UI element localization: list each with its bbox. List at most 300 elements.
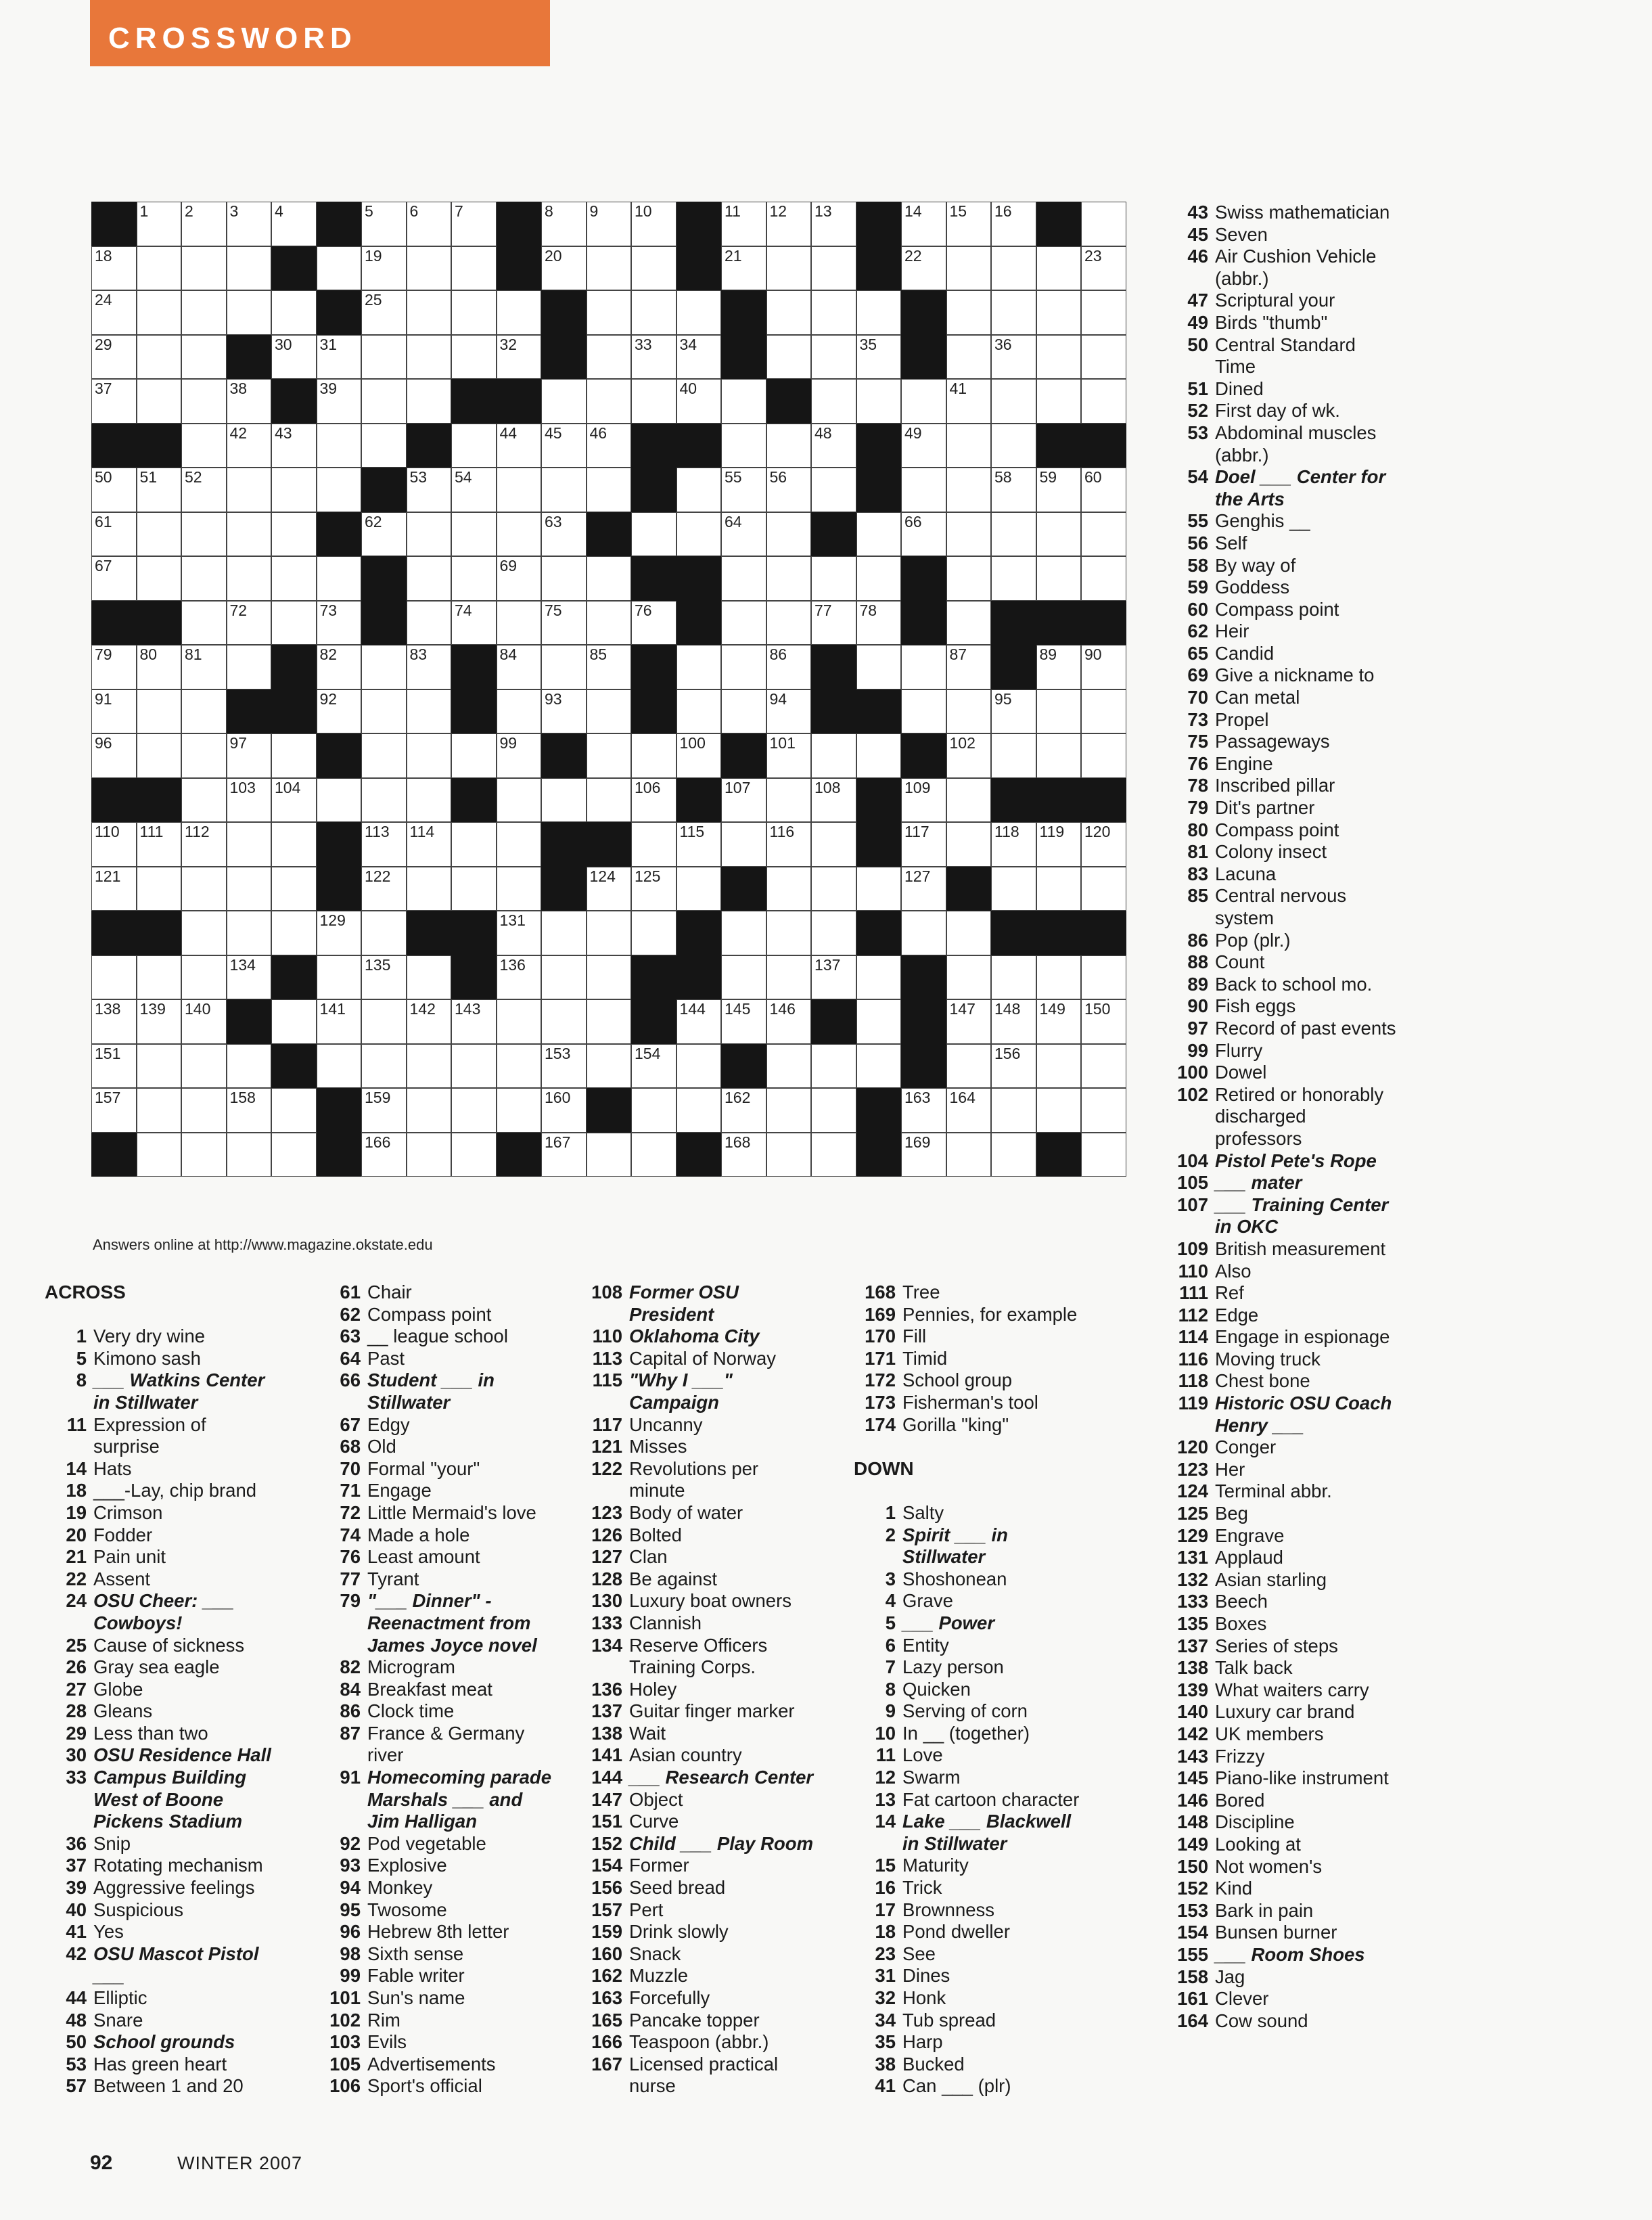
grid-cell[interactable]	[91, 379, 137, 424]
grid-cell[interactable]	[587, 867, 632, 911]
grid-cell[interactable]	[227, 424, 272, 468]
grid-cell[interactable]	[811, 468, 856, 512]
grid-cell[interactable]	[227, 867, 272, 911]
grid-cell[interactable]	[1036, 468, 1082, 512]
grid-cell[interactable]	[407, 202, 452, 246]
grid-cell[interactable]	[631, 778, 676, 823]
grid-cell[interactable]	[137, 290, 182, 335]
grid-cell[interactable]	[901, 512, 946, 557]
grid-cell[interactable]	[946, 335, 992, 380]
grid-cell[interactable]	[946, 1133, 992, 1177]
grid-cell[interactable]	[227, 379, 272, 424]
grid-cell[interactable]	[271, 290, 317, 335]
grid-cell[interactable]	[317, 689, 362, 734]
grid-cell[interactable]	[991, 202, 1036, 246]
grid-cell[interactable]	[181, 733, 227, 778]
grid-cell[interactable]	[856, 379, 902, 424]
grid-cell[interactable]	[317, 955, 362, 1000]
grid-cell[interactable]	[946, 512, 992, 557]
grid-cell[interactable]	[631, 1088, 676, 1133]
grid-cell[interactable]	[587, 246, 632, 291]
grid-cell[interactable]	[587, 601, 632, 645]
grid-cell[interactable]	[631, 202, 676, 246]
grid-cell[interactable]	[271, 556, 317, 601]
grid-cell[interactable]	[721, 601, 766, 645]
grid-cell[interactable]	[721, 246, 766, 291]
grid-cell[interactable]	[1036, 1044, 1082, 1089]
grid-cell[interactable]	[227, 512, 272, 557]
grid-cell[interactable]	[451, 1044, 497, 1089]
grid-cell[interactable]	[137, 1133, 182, 1177]
grid-cell[interactable]	[991, 246, 1036, 291]
grid-cell[interactable]	[1081, 379, 1126, 424]
grid-cell[interactable]	[721, 202, 766, 246]
grid-cell[interactable]	[181, 379, 227, 424]
grid-cell[interactable]	[407, 999, 452, 1044]
grid-cell[interactable]	[497, 999, 542, 1044]
grid-cell[interactable]	[137, 556, 182, 601]
grid-cell[interactable]	[587, 1133, 632, 1177]
grid-cell[interactable]	[91, 335, 137, 380]
grid-cell[interactable]	[181, 822, 227, 867]
grid-cell[interactable]	[1036, 1088, 1082, 1133]
grid-cell[interactable]	[181, 202, 227, 246]
grid-cell[interactable]	[991, 867, 1036, 911]
grid-cell[interactable]	[227, 955, 272, 1000]
grid-cell[interactable]	[271, 733, 317, 778]
grid-cell[interactable]	[721, 955, 766, 1000]
grid-cell[interactable]	[181, 645, 227, 689]
grid-cell[interactable]	[497, 601, 542, 645]
grid-cell[interactable]	[1081, 999, 1126, 1044]
grid-cell[interactable]	[91, 645, 137, 689]
grid-cell[interactable]	[856, 999, 902, 1044]
grid-cell[interactable]	[451, 556, 497, 601]
grid-cell[interactable]	[811, 601, 856, 645]
grid-cell[interactable]	[541, 379, 587, 424]
grid-cell[interactable]	[1081, 512, 1126, 557]
grid-cell[interactable]	[676, 379, 722, 424]
grid-cell[interactable]	[721, 1088, 766, 1133]
grid-cell[interactable]	[361, 911, 407, 955]
grid-cell[interactable]	[497, 468, 542, 512]
grid-cell[interactable]	[901, 468, 946, 512]
grid-cell[interactable]	[1036, 556, 1082, 601]
grid-cell[interactable]	[361, 867, 407, 911]
grid-cell[interactable]	[1081, 689, 1126, 734]
grid-cell[interactable]	[317, 556, 362, 601]
grid-cell[interactable]	[811, 202, 856, 246]
grid-cell[interactable]	[1081, 1044, 1126, 1089]
grid-cell[interactable]	[137, 955, 182, 1000]
grid-cell[interactable]	[317, 999, 362, 1044]
grid-cell[interactable]	[676, 689, 722, 734]
grid-cell[interactable]	[361, 689, 407, 734]
grid-cell[interactable]	[991, 335, 1036, 380]
grid-cell[interactable]	[361, 379, 407, 424]
grid-cell[interactable]	[181, 468, 227, 512]
grid-cell[interactable]	[1036, 955, 1082, 1000]
grid-cell[interactable]	[497, 1044, 542, 1089]
grid-cell[interactable]	[1081, 822, 1126, 867]
grid-cell[interactable]	[901, 202, 946, 246]
grid-cell[interactable]	[811, 911, 856, 955]
grid-cell[interactable]	[901, 911, 946, 955]
grid-cell[interactable]	[271, 911, 317, 955]
grid-cell[interactable]	[541, 424, 587, 468]
grid-cell[interactable]	[497, 867, 542, 911]
grid-cell[interactable]	[991, 1133, 1036, 1177]
grid-cell[interactable]	[631, 1044, 676, 1089]
grid-cell[interactable]	[811, 424, 856, 468]
grid-cell[interactable]	[361, 335, 407, 380]
grid-cell[interactable]	[407, 1088, 452, 1133]
grid-cell[interactable]	[497, 335, 542, 380]
grid-cell[interactable]	[856, 867, 902, 911]
grid-cell[interactable]	[946, 1044, 992, 1089]
grid-cell[interactable]	[946, 468, 992, 512]
grid-cell[interactable]	[227, 556, 272, 601]
grid-cell[interactable]	[766, 867, 812, 911]
grid-cell[interactable]	[497, 689, 542, 734]
grid-cell[interactable]	[541, 1088, 587, 1133]
grid-cell[interactable]	[271, 999, 317, 1044]
grid-cell[interactable]	[137, 379, 182, 424]
grid-cell[interactable]	[721, 999, 766, 1044]
grid-cell[interactable]	[407, 822, 452, 867]
grid-cell[interactable]	[137, 246, 182, 291]
grid-cell[interactable]	[361, 1133, 407, 1177]
grid-cell[interactable]	[271, 512, 317, 557]
grid-cell[interactable]	[587, 733, 632, 778]
grid-cell[interactable]	[587, 556, 632, 601]
grid-cell[interactable]	[91, 290, 137, 335]
grid-cell[interactable]	[811, 778, 856, 823]
grid-cell[interactable]	[946, 601, 992, 645]
grid-cell[interactable]	[181, 999, 227, 1044]
grid-cell[interactable]	[856, 601, 902, 645]
grid-cell[interactable]	[181, 512, 227, 557]
grid-cell[interactable]	[137, 1088, 182, 1133]
grid-cell[interactable]	[497, 955, 542, 1000]
grid-cell[interactable]	[227, 1088, 272, 1133]
grid-cell[interactable]	[721, 689, 766, 734]
grid-cell[interactable]	[227, 601, 272, 645]
grid-cell[interactable]	[811, 1088, 856, 1133]
grid-cell[interactable]	[361, 778, 407, 823]
grid-cell[interactable]	[946, 556, 992, 601]
grid-cell[interactable]	[1036, 512, 1082, 557]
grid-cell[interactable]	[91, 1044, 137, 1089]
grid-cell[interactable]	[766, 202, 812, 246]
grid-cell[interactable]	[721, 911, 766, 955]
grid-cell[interactable]	[811, 1044, 856, 1089]
grid-cell[interactable]	[946, 290, 992, 335]
grid-cell[interactable]	[676, 512, 722, 557]
grid-cell[interactable]	[317, 335, 362, 380]
grid-cell[interactable]	[361, 645, 407, 689]
grid-cell[interactable]	[1036, 379, 1082, 424]
grid-cell[interactable]	[901, 867, 946, 911]
grid-cell[interactable]	[317, 778, 362, 823]
grid-cell[interactable]	[721, 424, 766, 468]
grid-cell[interactable]	[766, 822, 812, 867]
grid-cell[interactable]	[91, 246, 137, 291]
grid-cell[interactable]	[991, 689, 1036, 734]
grid-cell[interactable]	[317, 379, 362, 424]
grid-cell[interactable]	[361, 955, 407, 1000]
grid-cell[interactable]	[317, 246, 362, 291]
grid-cell[interactable]	[766, 689, 812, 734]
grid-cell[interactable]	[946, 246, 992, 291]
grid-cell[interactable]	[271, 822, 317, 867]
grid-cell[interactable]	[181, 867, 227, 911]
grid-cell[interactable]	[407, 955, 452, 1000]
grid-cell[interactable]	[766, 512, 812, 557]
grid-cell[interactable]	[271, 1133, 317, 1177]
grid-cell[interactable]	[766, 1133, 812, 1177]
grid-cell[interactable]	[271, 1088, 317, 1133]
grid-cell[interactable]	[317, 645, 362, 689]
grid-cell[interactable]	[1081, 246, 1126, 291]
grid-cell[interactable]	[676, 468, 722, 512]
grid-cell[interactable]	[946, 733, 992, 778]
grid-cell[interactable]	[361, 424, 407, 468]
grid-cell[interactable]	[901, 1088, 946, 1133]
grid-cell[interactable]	[541, 645, 587, 689]
grid-cell[interactable]	[1081, 290, 1126, 335]
grid-cell[interactable]	[137, 645, 182, 689]
grid-cell[interactable]	[227, 290, 272, 335]
grid-cell[interactable]	[137, 733, 182, 778]
grid-cell[interactable]	[721, 778, 766, 823]
grid-cell[interactable]	[1081, 335, 1126, 380]
grid-cell[interactable]	[137, 202, 182, 246]
grid-cell[interactable]	[721, 822, 766, 867]
grid-cell[interactable]	[811, 822, 856, 867]
grid-cell[interactable]	[1081, 202, 1126, 246]
grid-cell[interactable]	[766, 999, 812, 1044]
grid-cell[interactable]	[676, 733, 722, 778]
grid-cell[interactable]	[451, 335, 497, 380]
grid-cell[interactable]	[946, 778, 992, 823]
grid-cell[interactable]	[541, 955, 587, 1000]
grid-cell[interactable]	[317, 1044, 362, 1089]
grid-cell[interactable]	[631, 867, 676, 911]
grid-cell[interactable]	[361, 512, 407, 557]
grid-cell[interactable]	[631, 1133, 676, 1177]
grid-cell[interactable]	[541, 689, 587, 734]
grid-cell[interactable]	[901, 822, 946, 867]
grid-cell[interactable]	[991, 290, 1036, 335]
grid-cell[interactable]	[497, 778, 542, 823]
grid-cell[interactable]	[407, 601, 452, 645]
grid-cell[interactable]	[946, 424, 992, 468]
grid-cell[interactable]	[497, 290, 542, 335]
grid-cell[interactable]	[991, 999, 1036, 1044]
grid-cell[interactable]	[991, 1088, 1036, 1133]
grid-cell[interactable]	[1081, 733, 1126, 778]
grid-cell[interactable]	[181, 1133, 227, 1177]
grid-cell[interactable]	[766, 955, 812, 1000]
grid-cell[interactable]	[721, 556, 766, 601]
grid-cell[interactable]	[991, 424, 1036, 468]
grid-cell[interactable]	[407, 290, 452, 335]
grid-cell[interactable]	[361, 202, 407, 246]
grid-cell[interactable]	[227, 911, 272, 955]
grid-cell[interactable]	[676, 1088, 722, 1133]
grid-cell[interactable]	[361, 733, 407, 778]
grid-cell[interactable]	[137, 822, 182, 867]
grid-cell[interactable]	[91, 689, 137, 734]
grid-cell[interactable]	[361, 1044, 407, 1089]
grid-cell[interactable]	[227, 246, 272, 291]
grid-cell[interactable]	[587, 379, 632, 424]
grid-cell[interactable]	[137, 867, 182, 911]
grid-cell[interactable]	[91, 955, 137, 1000]
grid-cell[interactable]	[676, 290, 722, 335]
grid-cell[interactable]	[946, 689, 992, 734]
grid-cell[interactable]	[631, 379, 676, 424]
grid-cell[interactable]	[991, 556, 1036, 601]
grid-cell[interactable]	[1081, 955, 1126, 1000]
grid-cell[interactable]	[811, 733, 856, 778]
grid-cell[interactable]	[1036, 335, 1082, 380]
grid-cell[interactable]	[721, 1133, 766, 1177]
grid-cell[interactable]	[451, 468, 497, 512]
grid-cell[interactable]	[766, 290, 812, 335]
grid-cell[interactable]	[1081, 468, 1126, 512]
grid-cell[interactable]	[856, 556, 902, 601]
grid-cell[interactable]	[856, 335, 902, 380]
grid-cell[interactable]	[766, 911, 812, 955]
grid-cell[interactable]	[451, 1088, 497, 1133]
grid-cell[interactable]	[451, 290, 497, 335]
grid-cell[interactable]	[766, 778, 812, 823]
grid-cell[interactable]	[946, 822, 992, 867]
grid-cell[interactable]	[811, 556, 856, 601]
grid-cell[interactable]	[587, 424, 632, 468]
grid-cell[interactable]	[497, 645, 542, 689]
grid-cell[interactable]	[317, 601, 362, 645]
grid-cell[interactable]	[361, 290, 407, 335]
grid-cell[interactable]	[361, 1088, 407, 1133]
grid-cell[interactable]	[991, 733, 1036, 778]
grid-cell[interactable]	[227, 822, 272, 867]
grid-cell[interactable]	[631, 290, 676, 335]
grid-cell[interactable]	[407, 645, 452, 689]
grid-cell[interactable]	[1036, 822, 1082, 867]
grid-cell[interactable]	[631, 822, 676, 867]
grid-cell[interactable]	[901, 424, 946, 468]
grid-cell[interactable]	[766, 733, 812, 778]
grid-cell[interactable]	[227, 733, 272, 778]
grid-cell[interactable]	[181, 556, 227, 601]
grid-cell[interactable]	[317, 424, 362, 468]
grid-cell[interactable]	[1036, 999, 1082, 1044]
grid-cell[interactable]	[181, 424, 227, 468]
grid-cell[interactable]	[407, 246, 452, 291]
grid-cell[interactable]	[587, 335, 632, 380]
grid-cell[interactable]	[227, 468, 272, 512]
grid-cell[interactable]	[181, 335, 227, 380]
grid-cell[interactable]	[766, 246, 812, 291]
grid-cell[interactable]	[856, 1044, 902, 1089]
grid-cell[interactable]	[1036, 867, 1082, 911]
grid-cell[interactable]	[181, 911, 227, 955]
grid-cell[interactable]	[227, 1044, 272, 1089]
grid-cell[interactable]	[227, 202, 272, 246]
grid-cell[interactable]	[497, 1088, 542, 1133]
grid-cell[interactable]	[181, 778, 227, 823]
grid-cell[interactable]	[407, 335, 452, 380]
grid-cell[interactable]	[451, 601, 497, 645]
grid-cell[interactable]	[451, 822, 497, 867]
grid-cell[interactable]	[181, 955, 227, 1000]
grid-cell[interactable]	[91, 867, 137, 911]
grid-cell[interactable]	[901, 778, 946, 823]
grid-cell[interactable]	[451, 202, 497, 246]
grid-cell[interactable]	[317, 468, 362, 512]
grid-cell[interactable]	[1081, 1088, 1126, 1133]
grid-cell[interactable]	[361, 246, 407, 291]
grid-cell[interactable]	[631, 512, 676, 557]
grid-cell[interactable]	[766, 468, 812, 512]
grid-cell[interactable]	[811, 246, 856, 291]
grid-cell[interactable]	[631, 335, 676, 380]
grid-cell[interactable]	[587, 468, 632, 512]
grid-cell[interactable]	[587, 202, 632, 246]
grid-cell[interactable]	[91, 1088, 137, 1133]
grid-cell[interactable]	[451, 424, 497, 468]
grid-cell[interactable]	[766, 1088, 812, 1133]
grid-cell[interactable]	[137, 999, 182, 1044]
grid-cell[interactable]	[407, 867, 452, 911]
grid-cell[interactable]	[451, 1133, 497, 1177]
grid-cell[interactable]	[91, 468, 137, 512]
grid-cell[interactable]	[407, 689, 452, 734]
grid-cell[interactable]	[407, 468, 452, 512]
grid-cell[interactable]	[766, 645, 812, 689]
grid-cell[interactable]	[946, 955, 992, 1000]
grid-cell[interactable]	[271, 202, 317, 246]
grid-cell[interactable]	[541, 911, 587, 955]
grid-cell[interactable]	[631, 733, 676, 778]
grid-cell[interactable]	[676, 645, 722, 689]
grid-cell[interactable]	[856, 733, 902, 778]
grid-cell[interactable]	[676, 999, 722, 1044]
grid-cell[interactable]	[407, 379, 452, 424]
grid-cell[interactable]	[317, 911, 362, 955]
grid-cell[interactable]	[181, 1088, 227, 1133]
grid-cell[interactable]	[497, 822, 542, 867]
grid-cell[interactable]	[451, 246, 497, 291]
grid-cell[interactable]	[541, 778, 587, 823]
grid-cell[interactable]	[766, 601, 812, 645]
grid-cell[interactable]	[631, 246, 676, 291]
grid-cell[interactable]	[991, 379, 1036, 424]
grid-cell[interactable]	[1081, 556, 1126, 601]
grid-cell[interactable]	[811, 1133, 856, 1177]
grid-cell[interactable]	[541, 246, 587, 291]
grid-cell[interactable]	[901, 379, 946, 424]
grid-cell[interactable]	[946, 379, 992, 424]
grid-cell[interactable]	[227, 645, 272, 689]
grid-cell[interactable]	[811, 290, 856, 335]
grid-cell[interactable]	[1081, 867, 1126, 911]
grid-cell[interactable]	[721, 379, 766, 424]
grid-cell[interactable]	[721, 645, 766, 689]
